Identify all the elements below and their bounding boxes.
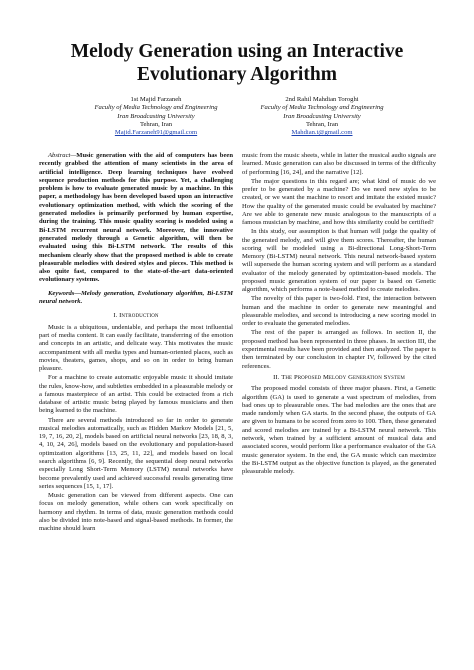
author-name: 1st Majid Farzaneh <box>130 96 182 103</box>
title-line-1: Melody Generation using an Interactive <box>70 41 404 62</box>
abstract <box>39 152 233 285</box>
right-column <box>242 152 436 477</box>
section-numeral: I. <box>113 312 118 320</box>
author-dept: Faculty of Media Technology and Engineering <box>94 104 218 112</box>
author-email-link[interactable]: Majid.Farzaneh91@gmail.com <box>114 129 198 137</box>
section-title: Introduction <box>119 312 159 320</box>
intro-paragraph: For a machine to create automatic enjoyable music it should imitate the rules, know-how, and subtleties embedded in a pleasurable melody or a famous masterpiece of an artist. This could be extracted from a rich database of artistic music being played by famous musicians and then being learned to the machine. <box>39 374 233 415</box>
body-paragraph: In this study, our assumption is that human will judge the quality of the generated melody, and will give them scores. Thereafter, the human scoring will be modeled using a Bi-directional Long-Short-Term Memory (Bi-LSTM) neural network. This neural network-based system will supersede the human scoring system and will perform as a standard evaluator of the melody generated by optimization-based models. The proposed music generation system of our paper is based on Genetic algorithm, which performs a note-based method to create melodies. <box>242 228 436 294</box>
body-paragraph-continued: music from the music sheets, while in latter the musical audio signals are learned. Music generation can also be discussed in terms of the difficulty of performing [16, 24], and the narrative [12]. <box>242 152 436 176</box>
author-block-1 <box>66 96 246 137</box>
author-org: Iran Broadcasting University <box>283 112 361 120</box>
author-block-2 <box>232 96 412 137</box>
section-numeral: II. <box>273 373 280 381</box>
section-heading-introduction <box>39 312 233 320</box>
intro-paragraph: Music generation can be viewed from different aspects. One can focus on melody generation, while others can work specifically on harmony and rhythm. In terms of data, music generation methods could also be divided into note-based and signal-based methods. In former, the machine should learn <box>39 491 233 533</box>
author-dept: Faculty of Media Technology and Engineering <box>260 104 384 112</box>
keywords-text: Melody generation, Evolutionary algorithm, Bi-LSTM neural network. <box>39 289 233 306</box>
paper-title <box>40 40 434 86</box>
section-heading-proposed-system <box>242 374 436 382</box>
title-line-2: Evolutionary Algorithm <box>137 64 337 85</box>
method-paragraph: The proposed model consists of three major phases. First, a Genetic algorithm (GA) is used to generate a vast spectrum of melodies, from bad ones up to pleasurable ones. The bad melodies are the ones that are made randomly when GA starts. In the second phase, the outputs of GA are given to humans to be scored from zero to 100. Then, these generated and scored melodies are trained by a Bi-LSTM neural network. This network, when trained by a sufficient amount of musical data and associated scores, would perform like a performance evaluator of the GA music generator system. In the end, the GA music which can maximize the Bi-LSTM output as the objective function is played, as the generated pleasurable melody. <box>242 385 436 476</box>
author-name: 2nd Rahil Mahdian Toroghi <box>285 96 359 103</box>
author-city: Tehran, Iran <box>305 120 339 128</box>
author-org: Iran Broadcasting University <box>117 112 195 120</box>
abstract-text: Music generation with the aid of computers has been recently grabbed the attention of many scientists in the area of artificial intelligence. Deep learning techniques have evolved sequence production methods for this purpose. Yet, a challenging problem is how to evaluate generated music by a machine. In this paper, a methodology has been developed based upon an interactive evolutionary optimization method, with which the scoring of the generated melodies is primarily performed by human expertise, during the training. This music quality scoring is modeled using a Bi-LSTM recurrent neural network. Moreover, the innovative generated melody through a Genetic algorithm, will then be evaluated using this Bi-LSTM network. The results of this mechanism clearly show that the proposed method is able to create pleasurable melodies with desired styles and pieces. This method is also quite fast, compared to the state-of-the-art data-oriented evolutionary systems. <box>39 152 233 284</box>
keywords-label: Keywords— <box>48 289 81 297</box>
keywords <box>39 290 233 307</box>
left-column <box>39 152 233 534</box>
body-paragraph: The rest of the paper is arranged as follows. In section II, the proposed method has been represented in three phases. In section III, the experimental results have been provided and then analyzed. The paper is then terminated by our conclusion in chapter IV, followed by the cited references. <box>242 329 436 370</box>
section-title: The Proposed Melody Generation System <box>281 373 405 381</box>
author-city: Tehran, Iran <box>139 120 173 128</box>
intro-paragraph: Music is a ubiquitous, undeniable, and perhaps the most influential part of media content. It can easily facilitate, transferring of the emotion and concepts in an artistic, and delicate way. This motivates the music accompaniment with all media types and human-oriented places, such as movies, theaters, games, shops, and so on in order to bring human pleasure. <box>39 323 233 373</box>
abstract-label: Abstract— <box>48 152 77 159</box>
body-paragraph: The major questions in this regard are; what kind of music do we prefer to be generated by a machine? Do we need new styles to be created, or we want the machine to resort and imitate the existed music? How the quality of the generated music could be evaluated by machine? Are we able to generate new music analogous to the manuscripts of a famous musician by machine, and how this similarity could be certified? <box>242 177 436 227</box>
intro-paragraph: There are several methods introduced so far in order to generate musical melodies automatically, such as Hidden Markov Models [21, 5, 19, 7, 16, 20, 2], models based on artificial neural networks [23, 18, 8, 3, 4, 10, 24, 26], models based on the evolutionary and population-based optimization algorithms [13, 25, 11, 22], and models based on local search algorithms [6, 9]. Recently, the sequential deep neural networks especially Long Short-Term Memory (LSTM) neural networks have become prevalently used and achieved successful results generating time series sequences [15, 1, 17]. <box>39 416 233 490</box>
body-paragraph: The novelty of this paper is two-fold. First, the interaction between human and the machine in order to generate new meaningful and pleasurable melodies, and second is introducing a new scoring model in order to evaluate the generated melodies. <box>242 295 436 328</box>
author-email-link[interactable]: Mahdian.t@gmail.com <box>291 129 353 137</box>
